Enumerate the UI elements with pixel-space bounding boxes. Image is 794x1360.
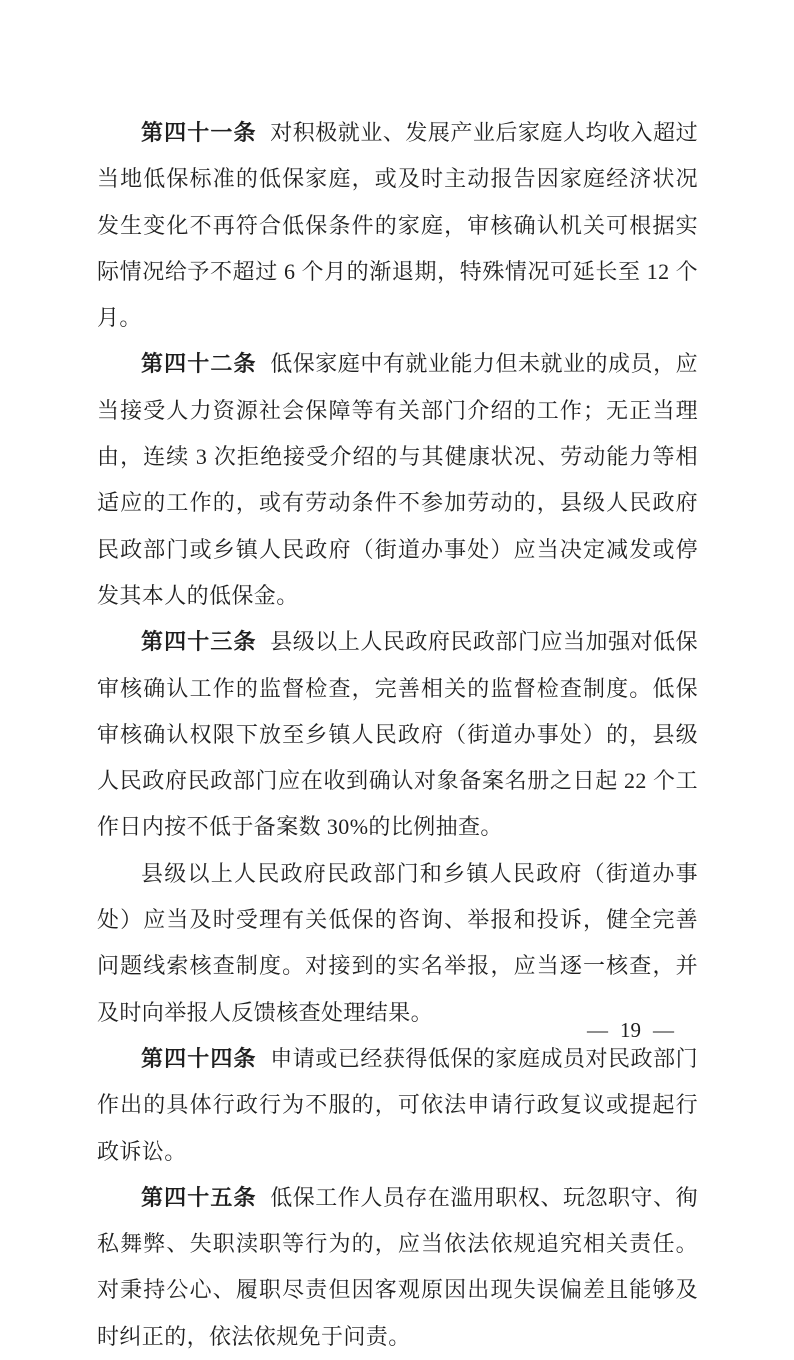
article-number: 第四十二条	[141, 351, 257, 377]
paragraph-text: 低保家庭中有就业能力但未就业的成员，应当接受人力资源社会保障等有关部门介绍的工作；无正当理由，连续 3 次拒绝接受介绍的与其健康状况、劳动能力等相适应的工作的，或有劳动条件不参加劳动的，县级人民政府民政部门或乡镇人民政府（街道办事处）应当决定减发或停发其本人的低保金。	[97, 351, 698, 608]
article-number: 第四十五条	[141, 1184, 257, 1210]
article-number: 第四十三条	[141, 629, 257, 655]
article-number: 第四十四条	[141, 1045, 257, 1071]
page-number-left-dash: —	[587, 1018, 608, 1042]
page-number	[587, 1016, 674, 1044]
paragraph	[97, 341, 698, 619]
paragraph	[97, 1175, 698, 1360]
paragraph-text: 申请或已经获得低保的家庭成员对民政部门作出的具体行政行为不服的，可依法申请行政复议或提起行政诉讼。	[97, 1045, 698, 1164]
paragraph	[97, 619, 698, 850]
paragraph-text: 县级以上人民政府民政部门应当加强对低保审核确认工作的监督检查，完善相关的监督检查制度。低保审核确认权限下放至乡镇人民政府（街道办事处）的，县级人民政府民政部门应在收到确认对象备案名册之日起 22 个工作日内按不低于备案数 30%的比例抽查。	[97, 629, 698, 840]
paragraph	[97, 851, 698, 1036]
document-body	[97, 110, 698, 1360]
page-number-right-dash: —	[653, 1018, 674, 1042]
page-number-value: 19	[620, 1018, 641, 1042]
paragraph-text: 县级以上人民政府民政部门和乡镇人民政府（街道办事处）应当及时受理有关低保的咨询、举报和投诉，健全完善问题线索核查制度。对接到的实名举报，应当逐一核查，并及时向举报人反馈核查处理结果。	[97, 860, 698, 1025]
article-number: 第四十一条	[141, 120, 257, 145]
paragraph-text: 对积极就业、发展产业后家庭人均收入超过当地低保标准的低保家庭，或及时主动报告因家庭经济状况发生变化不再符合低保条件的家庭，审核确认机关可根据实际情况给予不超过 6 个月的渐退期，特殊情况可延长至 12 个月。	[97, 120, 698, 331]
paragraph	[97, 110, 698, 341]
paragraph	[97, 1036, 698, 1175]
paragraph-text: 低保工作人员存在滥用职权、玩忽职守、徇私舞弊、失职渎职等行为的，应当依法依规追究相关责任。对秉持公心、履职尽责但因客观原因出现失误偏差且能够及时纠正的，依法依规免于问责。	[97, 1184, 698, 1349]
